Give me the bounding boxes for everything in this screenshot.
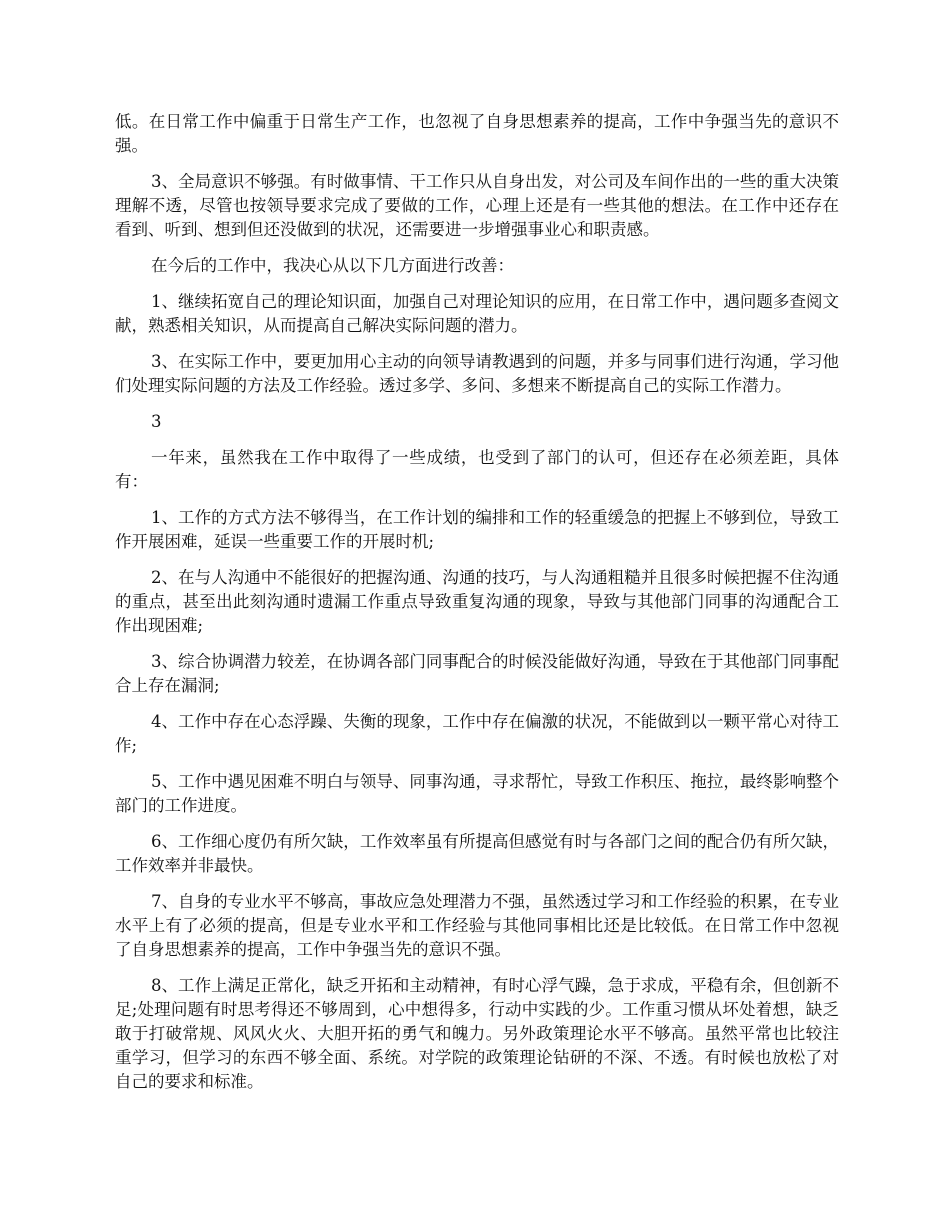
document-body [115,110,839,1106]
list-item: 2、在与人沟通中不能很好的把握沟通、沟通的技巧，与人沟通粗糙并且很多时候把握不住沟通的重点，甚至出此刻沟通时遗漏工作重点导致重复沟通的现象，导致与其他部门同事的沟通配合工作出现困难; [115,568,839,635]
list-item: 8、工作上满足正常化，缺乏开拓和主动精神，有时心浮气躁，急于求成，平稳有余，但创新不足;处理问题有时思考得还不够周到，心中想得多，行动中实践的少。工作重习惯从坏处着想，缺乏敢于打破常规、风风火火、大胆开拓的勇气和魄力。另外政策理论水平不够高。虽然平常也比较注重学习，但学习的东西不够全面、系统。对学院的政策理论钻研的不深、不透。有时候也放松了对自己的要求和标准。 [115,976,839,1091]
paragraph: 3、在实际工作中，要更加用心主动的向领导请教遇到的问题，并多与同事们进行沟通，学习他们处理实际问题的方法及工作经验。透过多学、多问、多想来不断提高自己的实际工作潜力。 [115,352,839,395]
list-item: 7、自身的专业水平不够高，事故应急处理潜力不强，虽然透过学习和工作经验的积累，在专业水平上有了必须的提高，但是专业水平和工作经验与其他同事相比还是比较低。在日常工作中忽视了自身思想素养的提高，工作中争强当先的意识不强。 [115,892,839,959]
list-item: 4、工作中存在心态浮躁、失衡的现象，工作中存在偏激的状况，不能做到以一颗平常心对待工作; [115,712,839,755]
paragraph: 3、全局意识不够强。有时做事情、干工作只从自身出发，对公司及车间作出的一些的重大决策理解不透，尽管也按领导要求完成了要做的工作，心理上还是有一些其他的想法。在工作中还存在看到、听到、想到但还没做到的状况，还需要进一步增强事业心和职责感。 [115,172,839,239]
paragraph: 低。在日常工作中偏重于日常生产工作，也忽视了自身思想素养的提高，工作中争强当先的意识不强。 [115,112,839,155]
list-item: 1、工作的方式方法不够得当，在工作计划的编排和工作的轻重缓急的把握上不够到位，导致工作开展困难，延误一些重要工作的开展时机; [115,508,839,551]
paragraph: 1、继续拓宽自己的理论知识面，加强自己对理论知识的应用，在日常工作中，遇问题多查阅文献，熟悉相关知识，从而提高自己解决实际问题的潜力。 [115,292,839,335]
list-item: 6、工作细心度仍有所欠缺，工作效率虽有所提高但感觉有时与各部门之间的配合仍有所欠缺，工作效率并非最快。 [115,832,839,875]
paragraph: 在今后的工作中，我决心从以下几方面进行改善： [151,256,514,275]
section-number: 3 [151,412,162,431]
paragraph: 一年来，虽然我在工作中取得了一些成绩，也受到了部门的认可，但还存在必须差距，具体有： [115,448,839,491]
list-item: 3、综合协调潜力较差，在协调各部门同事配合的时候没能做好沟通，导致在于其他部门同事配合上存在漏洞; [115,652,839,695]
list-item: 5、工作中遇见困难不明白与领导、同事沟通，寻求帮忙，导致工作积压、拖拉，最终影响整个部门的工作进度。 [115,772,839,815]
